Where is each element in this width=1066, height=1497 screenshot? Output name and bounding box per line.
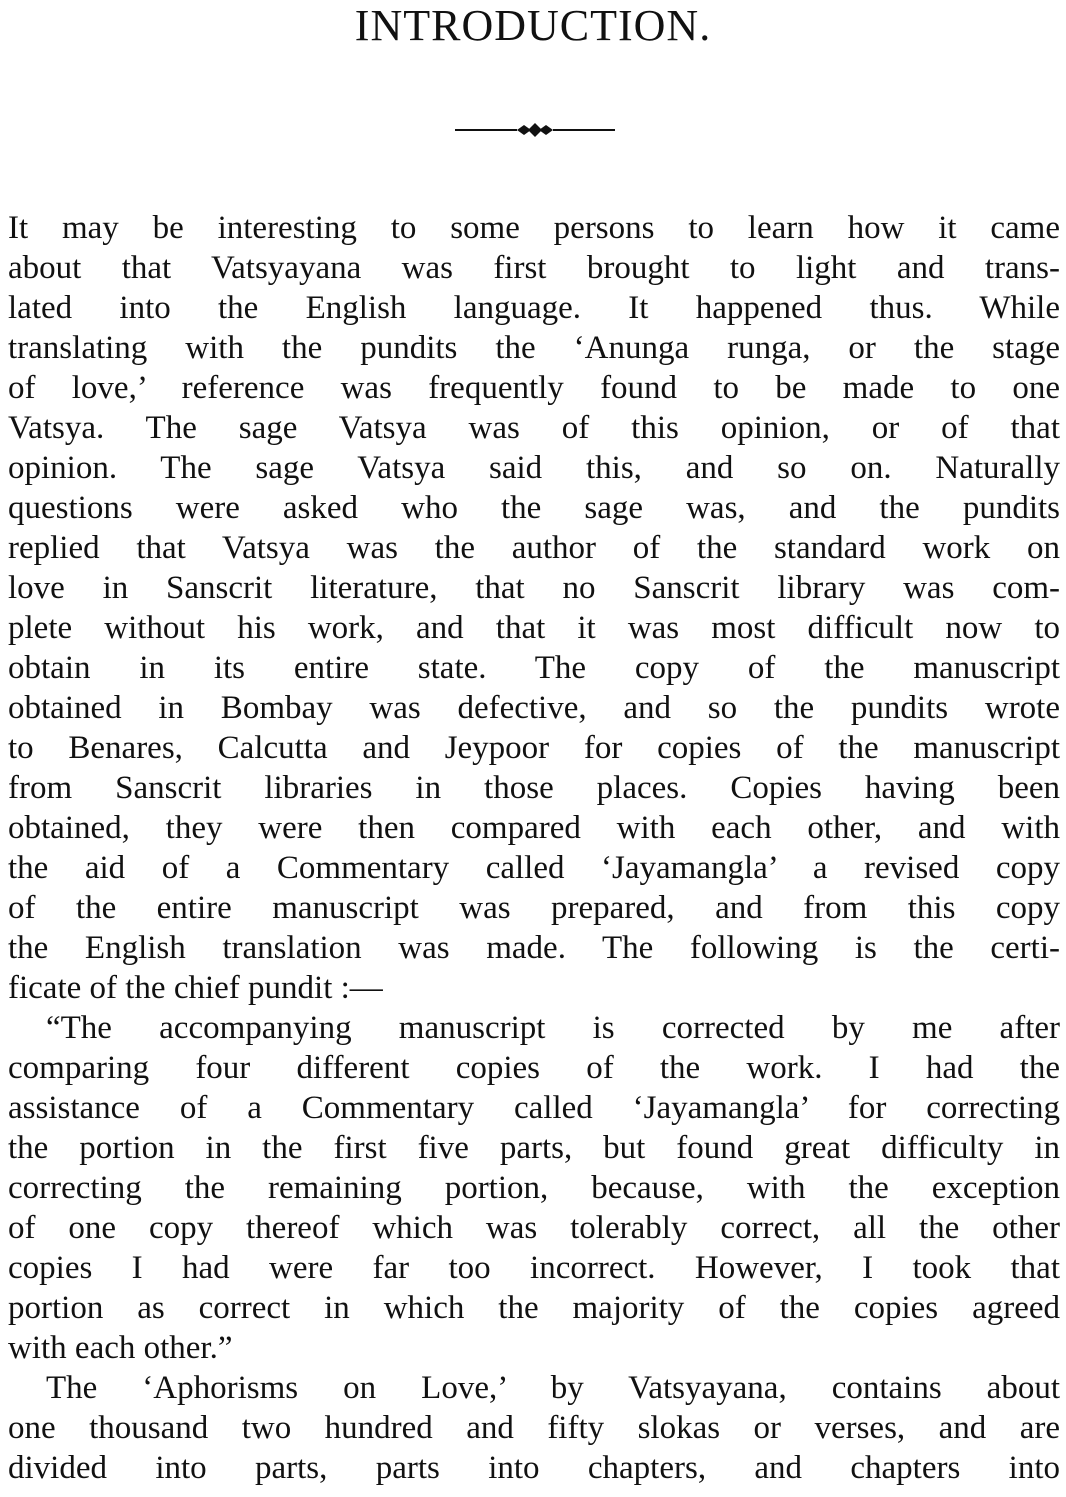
text-line: one thousand two hundred and fifty slokas or verses, and are (8, 1410, 1060, 1446)
text-line: correcting the remaining portion, because, with the exception (8, 1170, 1060, 1206)
text-line: the portion in the first five parts, but found great difficulty in (8, 1130, 1060, 1166)
text-line: lated into the English language. It happened thus. While (8, 290, 1060, 326)
text-line: obtained in Bombay was defective, and so the pundits wrote (8, 690, 1060, 726)
text-line: replied that Vatsya was the author of the standard work on (8, 530, 1060, 566)
page-title: INTRODUCTION. (354, 1, 712, 50)
text-line: The ‘Aphorisms on Love,’ by Vatsyayana, contains about (46, 1370, 1060, 1406)
text-line: comparing four different copies of the work. I had the (8, 1050, 1060, 1086)
text-line: love in Sanscrit literature, that no Sanscrit library was com- (8, 570, 1060, 606)
text-line: from Sanscrit libraries in those places. Copies having been (8, 770, 1060, 806)
text-line: questions were asked who the sage was, and the pundits (8, 490, 1060, 526)
text-line: Vatsya. The sage Vatsya was of this opinion, or of that (8, 410, 1060, 446)
text-line: the English translation was made. The following is the certi- (8, 930, 1060, 966)
text-line: of one copy thereof which was tolerably correct, all the other (8, 1210, 1060, 1246)
paragraph (8, 1368, 1060, 1488)
text-line: It may be interesting to some persons to learn how it came (8, 210, 1060, 246)
text-line: opinion. The sage Vatsya said this, and so on. Naturally (8, 450, 1060, 486)
text-line: divided into parts, parts into chapters, and chapters into (8, 1450, 1060, 1486)
text-line: to Benares, Calcutta and Jeypoor for copies of the manuscript (8, 730, 1060, 766)
text-line: “The accompanying manuscript is corrected by me after (46, 1010, 1060, 1046)
text-line: the aid of a Commentary called ‘Jayamangla’ a revised copy (8, 850, 1060, 886)
text-line: assistance of a Commentary called ‘Jayamangla’ for correcting (8, 1090, 1060, 1126)
quotation-paragraph (8, 1008, 1060, 1368)
body-text (8, 208, 1060, 1488)
fleuron-divider-icon (455, 120, 615, 140)
text-line: ficate of the chief pundit :— (8, 970, 383, 1006)
paragraph (8, 208, 1060, 1008)
text-line: portion as correct in which the majority of the copies agreed (8, 1290, 1060, 1326)
text-line: of the entire manuscript was prepared, and from this copy (8, 890, 1060, 926)
text-line: about that Vatsyayana was first brought to light and trans- (8, 250, 1060, 286)
text-line: plete without his work, and that it was most difficult now to (8, 610, 1060, 646)
text-line: copies I had were far too incorrect. However, I took that (8, 1250, 1060, 1286)
text-line: translating with the pundits the ‘Anunga runga, or the stage (8, 330, 1060, 366)
text-line: obtained, they were then compared with each other, and with (8, 810, 1060, 846)
text-line: of love,’ reference was frequently found to be made to one (8, 370, 1060, 406)
text-line: obtain in its entire state. The copy of the manuscript (8, 650, 1060, 686)
text-line: with each other.” (8, 1330, 233, 1366)
